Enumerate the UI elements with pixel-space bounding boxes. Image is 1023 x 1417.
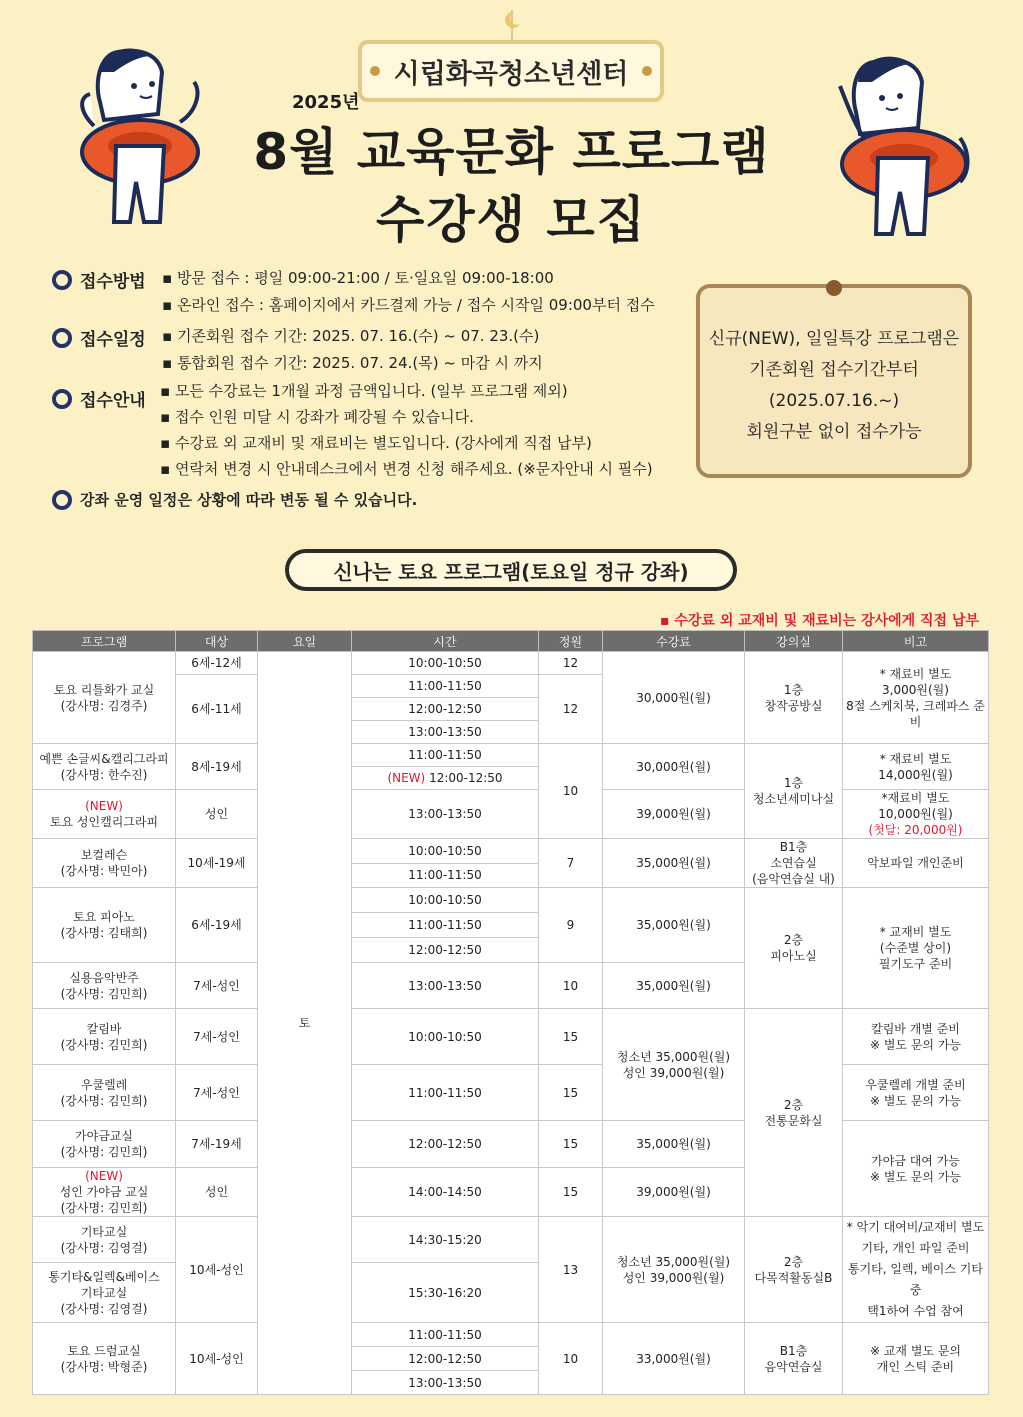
capacity-cell: 15: [539, 1009, 603, 1065]
fee-cell: 30,000원(월): [603, 744, 745, 790]
age-cell: 성인: [176, 790, 258, 839]
room-cell: B1층 음악연습실: [745, 1323, 843, 1395]
table-header-row: [33, 631, 989, 652]
time-cell: 11:00-11:50: [352, 744, 539, 767]
time-cell: 11:00-11:50: [352, 1323, 539, 1347]
mascot-left-icon: [70, 42, 220, 232]
time-cell: 13:00-13:50: [352, 1371, 539, 1395]
nail-icon: [642, 66, 652, 76]
capacity-cell: 15: [539, 1065, 603, 1121]
time-cell: 13:00-13:50: [352, 963, 539, 1009]
program-cell: 토요 피아노 (강사명: 김태희): [33, 888, 176, 963]
program-cell: 보컬레슨 (강사명: 박민아): [33, 839, 176, 888]
note-cell: 악보파일 개인준비: [843, 839, 989, 888]
note-cell: * 재료비 별도 3,000원(월) 8절 스케치북, 크레파스 준비: [843, 652, 989, 744]
capacity-cell: 15: [539, 1121, 603, 1168]
schedule-item: ▪ 기존회원 접수 기간: 2025. 07. 16.(수) ~ 07. 23.(수): [162, 327, 540, 345]
age-cell: 7세-19세: [176, 1121, 258, 1168]
note-cell: *재료비 별도 10,000원(월) (첫달: 20,000원): [843, 790, 989, 839]
table-row: [33, 652, 989, 675]
page-title: 8월 교육문화 프로그램: [253, 123, 770, 181]
note-cell: 가야금 대여 가능 ※ 별도 문의 가능: [843, 1121, 989, 1217]
room-cell: 2층 피아노실: [745, 888, 843, 1009]
table-row: [33, 790, 989, 839]
program-cell: (NEW) 토요 성인캘리그라피: [33, 790, 176, 839]
age-cell: 6세-19세: [176, 888, 258, 963]
time-cell: 14:30-15:20: [352, 1217, 539, 1263]
age-cell: 성인: [176, 1168, 258, 1217]
program-cell: 칼림바 (강사명: 김민희): [33, 1009, 176, 1065]
room-cell: 2층 다목적활동실B: [745, 1217, 843, 1323]
notice-line: 신규(NEW), 일일특강 프로그램은: [708, 329, 960, 349]
program-cell: 우쿨렐레 (강사명: 김민희): [33, 1065, 176, 1121]
table-row: [33, 744, 989, 767]
page-subtitle: 수강생 모집: [376, 191, 647, 249]
col-header: 시간: [352, 631, 539, 652]
ring-icon: [52, 389, 72, 409]
time-cell: 12:00-12:50: [352, 1121, 539, 1168]
age-cell: 10세-성인: [176, 1323, 258, 1395]
col-header: 프로그램: [33, 631, 176, 652]
program-cell: 기타교실 (강사명: 김영걸): [33, 1217, 176, 1263]
age-cell: 6세-11세: [176, 675, 258, 744]
ring-icon: [52, 490, 72, 510]
nail-icon: [370, 66, 380, 76]
fee-cell: 39,000원(월): [603, 1168, 745, 1217]
age-cell: 8세-19세: [176, 744, 258, 790]
method-item: ▪ 온라인 접수 : 홈페이지에서 카드결제 가능 / 접수 시작일 09:00부터 접수: [162, 296, 655, 314]
schedule-item: ▪ 통합회원 접수 기간: 2025. 07. 24.(목) ~ 마감 시 까지: [162, 354, 543, 372]
capacity-cell: 10: [539, 1323, 603, 1395]
method-item: ▪ 방문 접수 : 평일 09:00-21:00 / 토·일요일 09:00-18:00: [162, 269, 554, 287]
room-cell: 2층 전통문화실: [745, 1009, 843, 1217]
col-header: 정원: [539, 631, 603, 652]
age-cell: 7세-성인: [176, 963, 258, 1009]
program-cell: 토요 드럼교실 (강사명: 박형준): [33, 1323, 176, 1395]
time-cell: 10:00-10:50: [352, 1009, 539, 1065]
time-cell: 10:00-10:50: [352, 888, 539, 913]
program-cell: 예쁜 손글씨&캘리그라피 (강사명: 한수진): [33, 744, 176, 790]
note-cell: * 악기 대여비/교재비 별도 기타, 개인 파일 준비 통기타, 일렉, 베이스 기타 중 택1하여 수업 참여: [843, 1217, 989, 1323]
day-cell: 토: [258, 652, 352, 1395]
note-cell: * 재료비 별도 14,000원(월): [843, 744, 989, 790]
note-cell: 칼림바 개별 준비 ※ 별도 문의 가능: [843, 1009, 989, 1065]
time-cell: 11:00-11:50: [352, 675, 539, 698]
time-cell: 12:00-12:50: [352, 1347, 539, 1371]
table-row: [33, 888, 989, 913]
program-cell: 가야금교실 (강사명: 김민희): [33, 1121, 176, 1168]
time-cell: 12:00-12:50: [352, 938, 539, 963]
program-cell: 실용음악반주 (강사명: 김민희): [33, 963, 176, 1009]
time-cell: 10:00-10:50: [352, 839, 539, 864]
mascot-right-icon: [820, 42, 980, 242]
moon-icon: [500, 10, 524, 30]
table-row: [33, 1217, 989, 1263]
program-cell: (NEW) 성인 가야금 교실 (강사명: 김민희): [33, 1168, 176, 1217]
fee-cell: 청소년 35,000원(월) 성인 39,000원(월): [603, 1009, 745, 1121]
time-cell: 11:00-11:50: [352, 913, 539, 938]
time-cell: 14:00-14:50: [352, 1168, 539, 1217]
table-row: [33, 1121, 989, 1168]
capacity-cell: 13: [539, 1217, 603, 1323]
fee-cell: 35,000원(월): [603, 1121, 745, 1168]
fee-cell: 39,000원(월): [603, 790, 745, 839]
guide-item: ▪ 수강료 외 교재비 및 재료비는 별도입니다. (강사에게 직접 납부): [160, 434, 592, 452]
guide-label: 접수안내: [52, 386, 146, 411]
time-cell: (NEW) 12:00-12:50: [352, 767, 539, 790]
age-cell: 10세-성인: [176, 1217, 258, 1323]
year-label: 2025년: [292, 92, 360, 113]
room-cell: 1층 청소년세미나실: [745, 744, 843, 839]
room-cell: B1층 소연습실 (음악연습실 내): [745, 839, 843, 888]
col-header: 강의실: [745, 631, 843, 652]
guide-item: ▪ 모든 수강료는 1개월 과정 금액입니다. (일부 프로그램 제외): [160, 382, 568, 400]
fee-cell: 35,000원(월): [603, 888, 745, 963]
time-cell: 15:30-16:20: [352, 1263, 539, 1323]
capacity-cell: 15: [539, 1168, 603, 1217]
fee-cell: 33,000원(월): [603, 1323, 745, 1395]
time-cell: 13:00-13:50: [352, 721, 539, 744]
capacity-cell: 10: [539, 963, 603, 1009]
capacity-cell: 12: [539, 675, 603, 744]
ring-icon: [52, 270, 72, 290]
col-header: 비고: [843, 631, 989, 652]
notice-board: [696, 284, 972, 478]
section-title: 신나는 토요 프로그램(토요일 정규 강좌): [285, 549, 737, 591]
capacity-cell: 9: [539, 888, 603, 963]
time-cell: 10:00-10:50: [352, 652, 539, 675]
time-cell: 13:00-13:50: [352, 790, 539, 839]
footnote: 강좌 운영 일정은 상황에 따라 변동 될 수 있습니다.: [52, 489, 417, 510]
age-cell: 6세-12세: [176, 652, 258, 675]
schedule-label: 접수일정: [52, 325, 146, 350]
new-badge: (NEW): [85, 799, 123, 813]
table-row: [33, 839, 989, 864]
capacity-cell: 7: [539, 839, 603, 888]
fee-note: ▪ 수강료 외 교재비 및 재료비는 강사에게 직접 납부: [660, 613, 979, 629]
time-cell: 12:00-12:50: [352, 698, 539, 721]
center-name-banner: [358, 40, 664, 102]
capacity-cell: 10: [539, 744, 603, 839]
table-row: [33, 1009, 989, 1065]
col-header: 수강료: [603, 631, 745, 652]
ring-icon: [52, 328, 72, 348]
new-badge: (NEW): [387, 771, 426, 785]
table-row: [33, 1065, 989, 1121]
program-cell: 토요 리틀화가 교실 (강사명: 김경주): [33, 652, 176, 744]
new-badge: (NEW): [85, 1169, 123, 1183]
center-name: 시립화곡청소년센터: [393, 58, 629, 90]
guide-item: ▪ 연락처 변경 시 안내데스크에서 변경 신청 해주세요. (※문자안내 시 필수): [160, 460, 653, 478]
notice-line: (2025.07.16.~): [768, 391, 900, 411]
age-cell: 7세-성인: [176, 1009, 258, 1065]
note-cell: ※ 교재 별도 문의 개인 스틱 준비: [843, 1323, 989, 1395]
col-header: 요일: [258, 631, 352, 652]
schedule-table: [32, 630, 989, 1395]
col-header: 대상: [176, 631, 258, 652]
notice-line: 회원구분 없이 접수가능: [746, 422, 922, 442]
guide-item: ▪ 접수 인원 미달 시 강좌가 폐강될 수 있습니다.: [160, 408, 474, 426]
fee-cell: 35,000원(월): [603, 963, 745, 1009]
fee-cell: 35,000원(월): [603, 839, 745, 888]
note-cell: 우쿨렐레 개별 준비 ※ 별도 문의 가능: [843, 1065, 989, 1121]
pin-icon: [826, 280, 842, 296]
time-cell: 11:00-11:50: [352, 1065, 539, 1121]
time-cell: 11:00-11:50: [352, 863, 539, 888]
room-cell: 1층 창작공방실: [745, 652, 843, 744]
fee-cell: 청소년 35,000원(월) 성인 39,000원(월): [603, 1217, 745, 1323]
age-cell: 10세-19세: [176, 839, 258, 888]
fee-cell: 30,000원(월): [603, 652, 745, 744]
capacity-cell: 12: [539, 652, 603, 675]
note-cell: * 교재비 별도 (수준별 상이) 필기도구 준비: [843, 888, 989, 1009]
program-cell: 통기타&일렉&베이스 기타교실 (강사명: 김영걸): [33, 1263, 176, 1323]
age-cell: 7세-성인: [176, 1065, 258, 1121]
method-label: 접수방법: [52, 267, 146, 292]
table-row: [33, 1323, 989, 1347]
notice-line: 기존회원 접수기간부터: [749, 360, 919, 380]
